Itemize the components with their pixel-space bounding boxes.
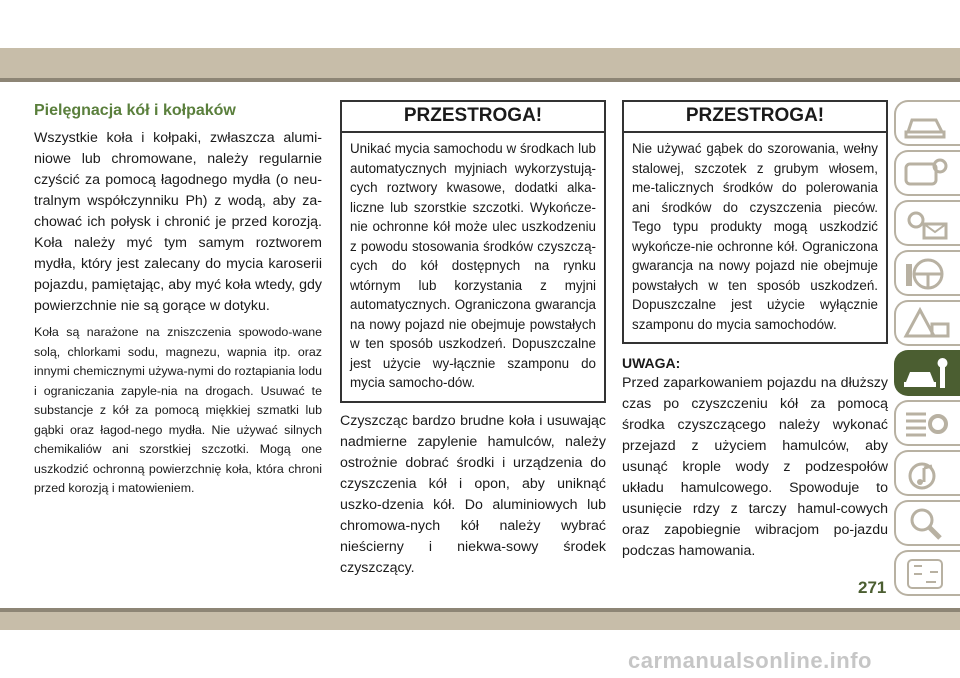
tab-car-front[interactable] xyxy=(894,100,960,146)
music-settings-icon xyxy=(902,456,952,492)
tab-warning-lights[interactable] xyxy=(894,150,960,196)
warning-text: Unikać mycia samochodu w środkach lub automatycznych myjniach wykorzystują-cych roztwory kwasowe, dodatki alka-liczne lub szorstkie szczotki. Wykończe-nie ochronne kół może ulec uszkodzeniu z powodu stosowania środków czyszczą-cych do kół dostępnych na rynku wtórnym lub korzystania z myjni automatycznych. Ograniczona gwarancja na nowy pojazd nie obejmuje powstałych w ten sposób uszkodzeń. Dopuszczalne jest użycie wy-łącznie szamponu do mycia samocho-dów. xyxy=(350,141,596,390)
note-text: Przed zaparkowaniem pojazdu na dłuższy czas po czyszczeniu kół za pomocą środka czyszczącego należy wykonać przejazd z użyciem hamulców, aby usunąć krople wody z podzespołów układu hamulcowego. Spowoduje to usunięcie rdzy z tarczy hamul-cowych oraz zapobiegnie wibracjom po-jazdu podczas hamowania. xyxy=(622,375,888,559)
tab-search[interactable] xyxy=(894,500,960,546)
steering-wheel-icon xyxy=(902,256,952,292)
car-warning-light-icon xyxy=(902,156,952,192)
top-band xyxy=(0,48,960,78)
tab-driving[interactable] xyxy=(894,250,960,296)
warning-triangle-car-icon xyxy=(902,306,952,342)
warning-title: PRZESTROGA! xyxy=(624,102,886,133)
tab-emergency[interactable] xyxy=(894,300,960,346)
warning-box-2 xyxy=(622,100,888,344)
chapter-tabs xyxy=(894,100,960,600)
tab-maintenance[interactable] xyxy=(894,350,960,396)
note-label: UWAGA: xyxy=(622,355,681,371)
top-band-edge xyxy=(0,78,960,82)
tab-multimedia[interactable] xyxy=(894,450,960,496)
warning-box-1 xyxy=(340,100,606,403)
warning-title: PRZESTROGA! xyxy=(342,102,604,133)
tab-comfort[interactable] xyxy=(894,200,960,246)
column-2 xyxy=(340,100,606,579)
tab-index[interactable] xyxy=(894,550,960,596)
column-1 xyxy=(34,100,322,499)
sun-envelope-icon xyxy=(902,206,952,242)
paragraph-dirty-wheels: Czyszcząc bardzo brudne koła i usuwając nadmierne zapylenie hamulców, należy ostrożnie dobrać środki i urządzenia do czyszczenia kół i opon, aby uniknąć uszko-dzenia kół. Do aluminiowych lub chromowa-nych kół należy wybrać nieścierny i niekwa-sowy środek czyszczący. xyxy=(340,412,606,576)
car-wrench-icon xyxy=(902,356,952,392)
car-front-icon xyxy=(902,106,952,142)
warning-text: Nie używać gąbek do szorowania, wełny stalowej, szczotek z grubym włosem, me-talicznych środków do polerowania ani środków do czyszczenia pieców. Tego typu produkty mogą uszkodzić wykończe-nie ochronne kół. Ograniczona gwarancja na nowy pojazd nie obejmuje powstałych w ten sposób uszkodzeń. Dopuszczalne jest użycie wyłącznie szamponu do mycia samochodów. xyxy=(632,141,878,332)
page-number: 271 xyxy=(858,578,887,597)
column-3 xyxy=(622,100,888,562)
magnifier-icon xyxy=(902,506,952,542)
paragraph-salt-damage: Koła są narażone na zniszczenia spowodo-wane solą, chlorkami sodu, magnezu, wapnia itp. oraz innymi chemicznymi używa-nymi do roztapiania lodu i ograniczania zapyle-nia na drogach. Usuwać te substancje z kół za pomocą miękkiej szmatki lub gąbki oraz łagod-nego mydła. Nie używać silnych chemikaliów ani szorstkiej szczotki. Mogą one uszkodzić ochronną powierzchnię koła, która chroni przed korozją i matowieniem. xyxy=(34,325,322,495)
watermark: carmanualsonline.info xyxy=(628,648,872,673)
specs-gear-icon xyxy=(902,406,952,442)
section-title: Pielęgnacja kół i kołpaków xyxy=(34,102,236,119)
paragraph-main: Wszystkie koła i kołpaki, zwłaszcza alumi-niowe lub chromowane, należy regularnie czyścić za pomocą łagodnego mydła (o neu-tralnym współczynniku Ph) z wodą, aby za-chować ich połysk i chronić je przed korozją. Koła należy myć tym samym roztworem mydła, który jest zalecany do mycia karoserii pojazdu, pamiętając, aby myć koła wtedy, gdy powierzchnie nie są gorące w dotyku. xyxy=(34,130,322,314)
tab-specifications[interactable] xyxy=(894,400,960,446)
bottom-band xyxy=(0,612,960,630)
alphabet-index-icon xyxy=(902,556,952,592)
